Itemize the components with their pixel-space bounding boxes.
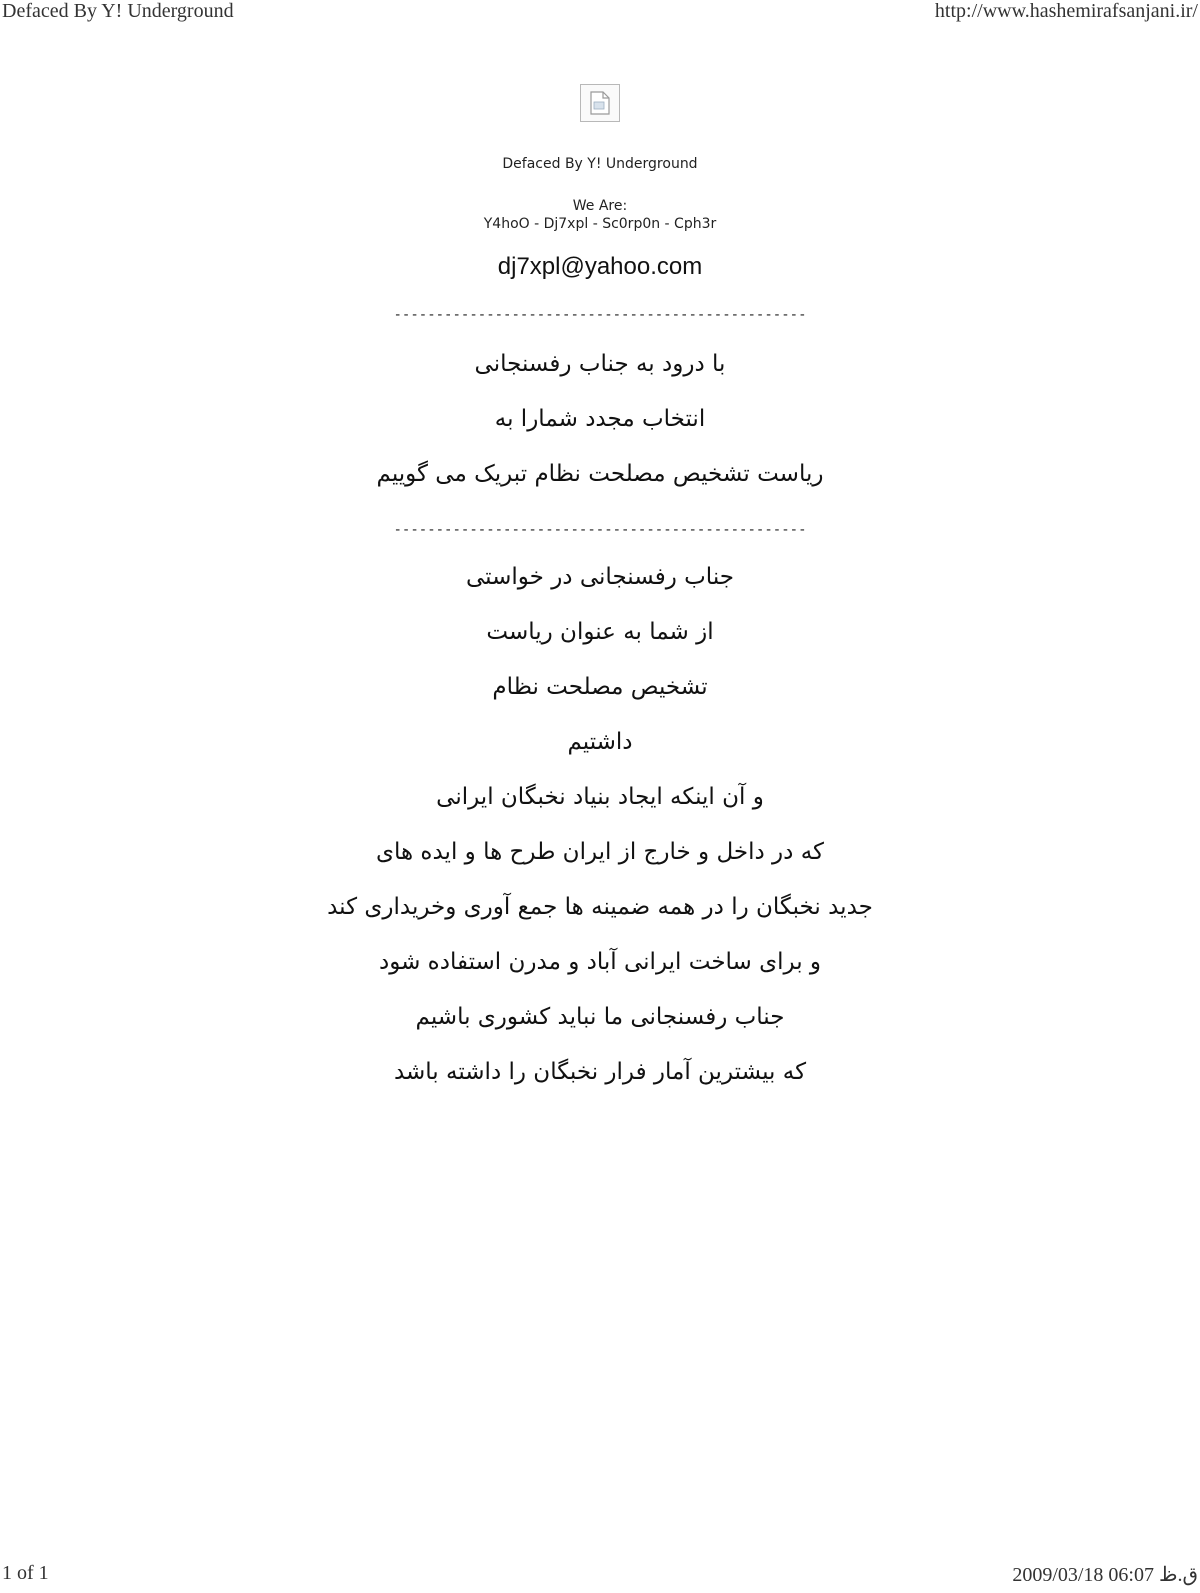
broken-image-icon (580, 84, 620, 122)
message-line: جناب رفسنجانی در خواستی (466, 564, 734, 590)
message-line: تشخیص مصلحت نظام (492, 674, 708, 700)
separator-line: ------------------------------------------------- (393, 522, 807, 538)
defacer-title: Defaced By Y! Underground (502, 156, 698, 172)
message-line: و برای ساخت ایرانی آباد و مدرن استفاده شود (378, 949, 822, 975)
message-line: با درود به جناب رفسنجانی (474, 351, 726, 377)
we-are-label: We Are: (572, 198, 628, 214)
print-footer-timestamp: 2009/03/18 06:07 ق.ظ (1012, 1564, 1198, 1586)
message-line: جناب رفسنجانی ما نباید کشوری باشیم (415, 1004, 785, 1030)
message-line: انتخاب مجدد شمارا به (494, 406, 706, 432)
page-content (0, 84, 1200, 1100)
separator-line: ------------------------------------------------- (393, 307, 807, 323)
message-line: داشتیم (567, 729, 633, 755)
contact-email: dj7xpl@yahoo.com (497, 253, 703, 280)
print-header-title: Defaced By Y! Underground (2, 0, 234, 22)
print-header-url: http://www.hashemirafsanjani.ir/ (934, 0, 1198, 22)
members-list: Y4hoO - Dj7xpl - Sc0rp0n - Cph3r (483, 216, 717, 232)
message-line: از شما به عنوان ریاست (486, 619, 714, 645)
message-line: که در داخل و خارج از ایران طرح ها و ایده های (375, 839, 824, 865)
message-line: و آن اینکه ایجاد بنیاد نخبگان ایرانی (436, 784, 764, 810)
message-line: که بیشترین آمار فرار نخبگان را داشته باشد (393, 1059, 807, 1085)
message-line: جدید نخبگان را در همه ضمینه ها جمع آوری وخریداری کند (327, 894, 873, 920)
message-block-1 (0, 337, 1200, 502)
message-line: ریاست تشخیص مصلحت نظام تبریک می گوییم (376, 461, 824, 487)
print-footer-page: 1 of 1 (2, 1562, 49, 1584)
message-block-2 (0, 550, 1200, 1100)
